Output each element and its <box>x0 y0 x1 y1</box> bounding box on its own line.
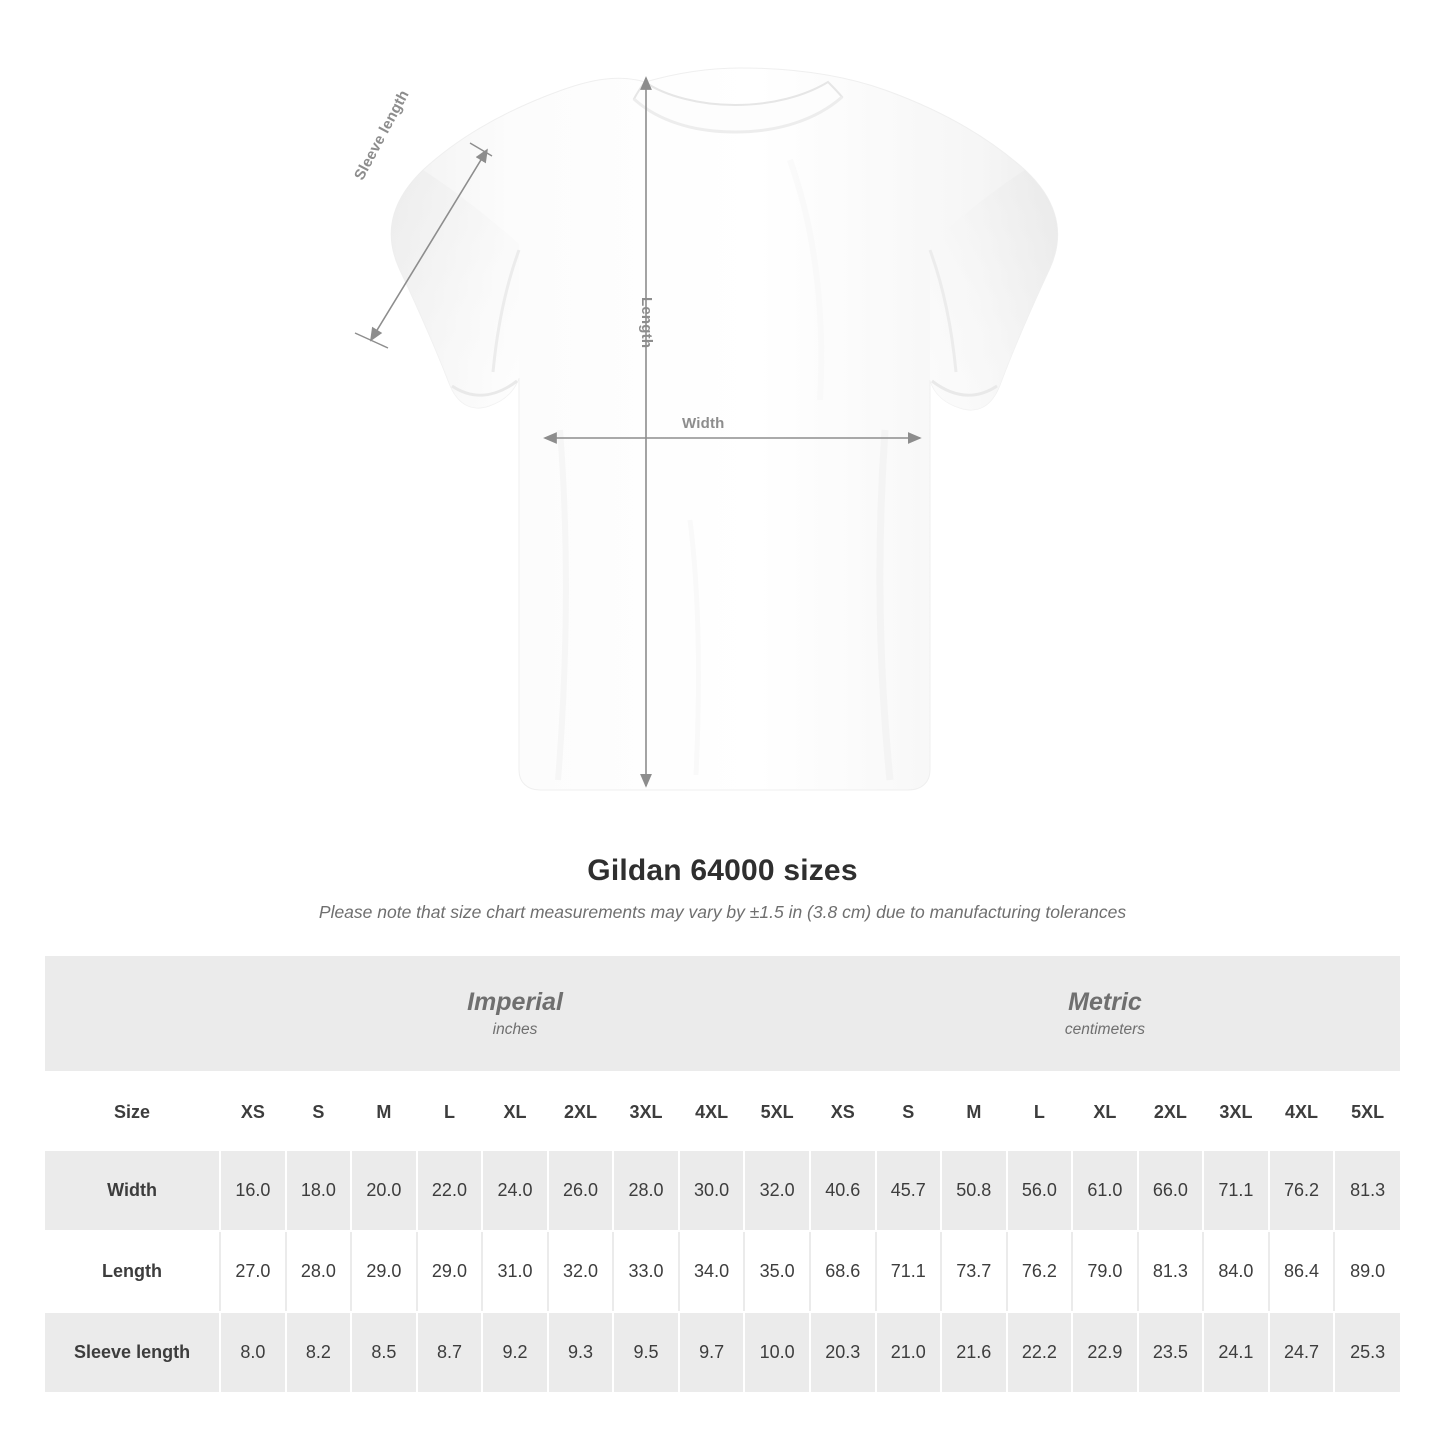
cell-length-m-imperial: 29.0 <box>351 1232 417 1311</box>
size-col-3xl-metric: 3XL <box>1203 1073 1269 1151</box>
unit-name-metric: Metric <box>1068 988 1142 1017</box>
cell-sleeve-4xl-metric: 24.7 <box>1269 1313 1335 1392</box>
size-col-s-metric: S <box>876 1073 942 1151</box>
size-col-3xl-imperial: 3XL <box>613 1073 679 1151</box>
table-row-sleeve-length <box>45 1313 1400 1392</box>
cell-width-2xl-metric: 66.0 <box>1138 1151 1204 1230</box>
size-col-xl-metric: XL <box>1072 1073 1138 1151</box>
cell-sleeve-s-metric: 21.0 <box>876 1313 942 1392</box>
cell-width-4xl-imperial: 30.0 <box>679 1151 745 1230</box>
cell-width-5xl-imperial: 32.0 <box>744 1151 810 1230</box>
row-label-length: Length <box>45 1232 220 1311</box>
cell-length-l-metric: 76.2 <box>1007 1232 1073 1311</box>
unit-sub-imperial: inches <box>492 1020 538 1038</box>
cell-sleeve-l-imperial: 8.7 <box>417 1313 483 1392</box>
sleeve-length-label: Sleeve length <box>351 87 413 183</box>
cell-width-m-metric: 50.8 <box>941 1151 1007 1230</box>
cell-width-m-imperial: 20.0 <box>351 1151 417 1230</box>
cell-sleeve-3xl-metric: 24.1 <box>1203 1313 1269 1392</box>
cell-sleeve-4xl-imperial: 9.7 <box>679 1313 745 1392</box>
cell-length-3xl-imperial: 33.0 <box>613 1232 679 1311</box>
size-table-wrap <box>45 956 1400 1392</box>
cell-length-xs-metric: 68.6 <box>810 1232 876 1311</box>
cell-length-3xl-metric: 84.0 <box>1203 1232 1269 1311</box>
cell-sleeve-5xl-metric: 25.3 <box>1334 1313 1400 1392</box>
cell-sleeve-l-metric: 22.2 <box>1007 1313 1073 1392</box>
cell-length-m-metric: 73.7 <box>941 1232 1007 1311</box>
size-col-xl-imperial: XL <box>482 1073 548 1151</box>
cell-sleeve-m-metric: 21.6 <box>941 1313 1007 1392</box>
tolerance-note: Please note that size chart measurements may vary by ±1.5 in (3.8 cm) due to manufacturing tolerances <box>318 902 1127 922</box>
cell-sleeve-2xl-metric: 23.5 <box>1138 1313 1204 1392</box>
size-table <box>45 956 1400 1392</box>
cell-width-s-imperial: 18.0 <box>286 1151 352 1230</box>
cell-length-2xl-metric: 81.3 <box>1138 1232 1204 1311</box>
width-label: Width <box>682 415 725 432</box>
cell-length-4xl-imperial: 34.0 <box>679 1232 745 1311</box>
unit-name-imperial: Imperial <box>467 988 563 1017</box>
cell-length-5xl-imperial: 35.0 <box>744 1232 810 1311</box>
cell-width-l-metric: 56.0 <box>1007 1151 1073 1230</box>
row-label-width: Width <box>45 1151 220 1230</box>
size-col-xs-metric: XS <box>810 1073 876 1151</box>
cell-sleeve-xs-imperial: 8.0 <box>220 1313 286 1392</box>
cell-width-l-imperial: 22.0 <box>417 1151 483 1230</box>
cell-length-s-imperial: 28.0 <box>286 1232 352 1311</box>
size-header-row <box>45 1073 1400 1151</box>
cell-width-xl-imperial: 24.0 <box>482 1151 548 1230</box>
cell-sleeve-5xl-imperial: 10.0 <box>744 1313 810 1392</box>
cell-length-xl-imperial: 31.0 <box>482 1232 548 1311</box>
cell-width-xs-metric: 40.6 <box>810 1151 876 1230</box>
size-col-4xl-imperial: 4XL <box>679 1073 745 1151</box>
cell-width-3xl-metric: 71.1 <box>1203 1151 1269 1230</box>
unit-header-metric <box>810 956 1400 1071</box>
size-col-xs-imperial: XS <box>220 1073 286 1151</box>
size-col-5xl-imperial: 5XL <box>744 1073 810 1151</box>
cell-sleeve-xs-metric: 20.3 <box>810 1313 876 1392</box>
size-col-l-imperial: L <box>417 1073 483 1151</box>
cell-sleeve-xl-imperial: 9.2 <box>482 1313 548 1392</box>
size-col-4xl-metric: 4XL <box>1269 1073 1335 1151</box>
cell-sleeve-m-imperial: 8.5 <box>351 1313 417 1392</box>
unit-header-blank <box>45 956 220 1071</box>
page-title: Gildan 64000 sizes <box>587 854 858 887</box>
cell-width-s-metric: 45.7 <box>876 1151 942 1230</box>
size-col-m-imperial: M <box>351 1073 417 1151</box>
cell-sleeve-2xl-imperial: 9.3 <box>548 1313 614 1392</box>
cell-width-2xl-imperial: 26.0 <box>548 1151 614 1230</box>
size-col-s-imperial: S <box>286 1073 352 1151</box>
size-col-5xl-metric: 5XL <box>1334 1073 1400 1151</box>
unit-header-imperial <box>220 956 810 1071</box>
cell-length-l-imperial: 29.0 <box>417 1232 483 1311</box>
row-label-sleeve-length: Sleeve length <box>45 1313 220 1392</box>
cell-length-5xl-metric: 89.0 <box>1334 1232 1400 1311</box>
unit-sub-metric: centimeters <box>1064 1020 1146 1038</box>
size-col-l-metric: L <box>1007 1073 1073 1151</box>
size-col-m-metric: M <box>941 1073 1007 1151</box>
cell-length-4xl-metric: 86.4 <box>1269 1232 1335 1311</box>
size-col-2xl-imperial: 2XL <box>548 1073 614 1151</box>
cell-width-xl-metric: 61.0 <box>1072 1151 1138 1230</box>
cell-length-xs-imperial: 27.0 <box>220 1232 286 1311</box>
cell-sleeve-s-imperial: 8.2 <box>286 1313 352 1392</box>
cell-length-s-metric: 71.1 <box>876 1232 942 1311</box>
cell-sleeve-xl-metric: 22.9 <box>1072 1313 1138 1392</box>
cell-width-3xl-imperial: 28.0 <box>613 1151 679 1230</box>
length-label: Length <box>638 297 655 349</box>
size-col-2xl-metric: 2XL <box>1138 1073 1204 1151</box>
table-row-width <box>45 1151 1400 1230</box>
cell-width-xs-imperial: 16.0 <box>220 1151 286 1230</box>
table-row-length <box>45 1232 1400 1311</box>
row-header-size: Size <box>45 1073 220 1151</box>
cell-sleeve-3xl-imperial: 9.5 <box>613 1313 679 1392</box>
unit-header-row <box>45 956 1400 1071</box>
cell-width-5xl-metric: 81.3 <box>1334 1151 1400 1230</box>
cell-width-4xl-metric: 76.2 <box>1269 1151 1335 1230</box>
cell-length-2xl-imperial: 32.0 <box>548 1232 614 1311</box>
cell-length-xl-metric: 79.0 <box>1072 1232 1138 1311</box>
